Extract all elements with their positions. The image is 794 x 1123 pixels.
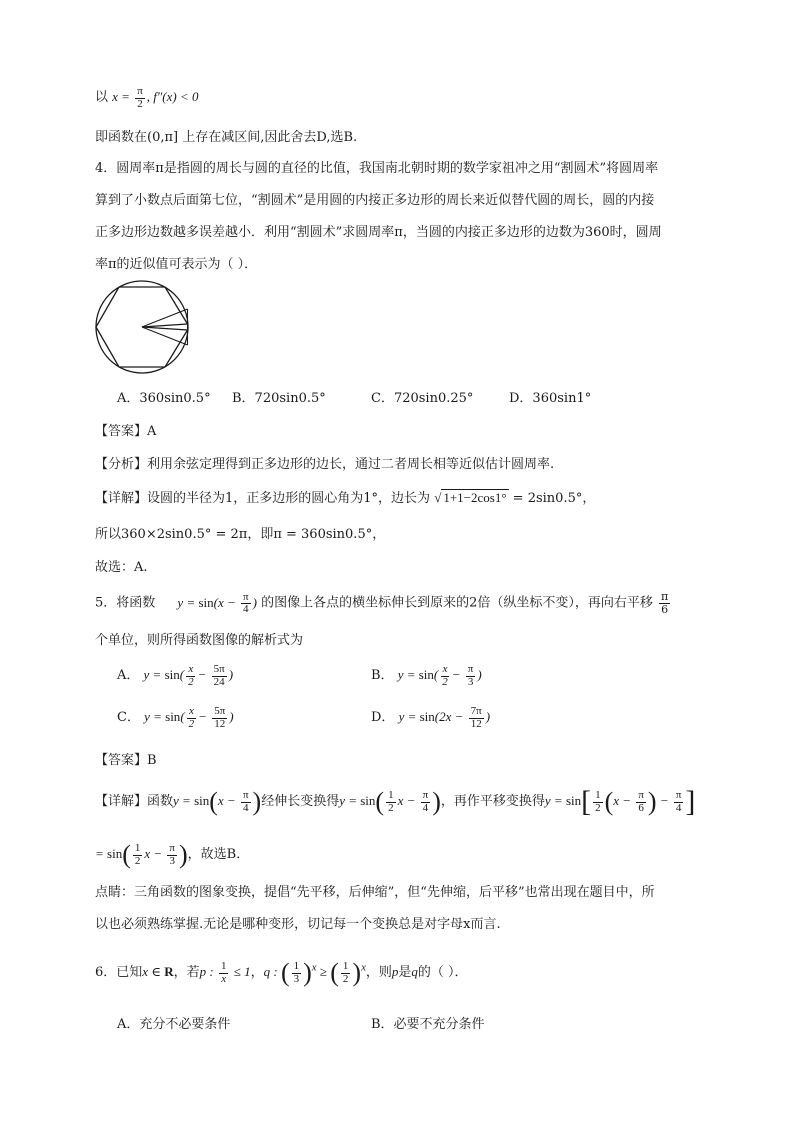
q5-function: y = sin(x − $\frac{\pi}{4}$ ) bbox=[177, 590, 257, 616]
q4-analysis: 【分析】利用余弦定理得到正多边形的边长，通过二者周长相等近似估计圆周率. bbox=[95, 457, 555, 472]
q5-detail-conclusion: ，故选B． bbox=[187, 846, 250, 862]
sqrt-expression: 1+1−2cos1° bbox=[443, 490, 507, 505]
q6-stem: 6．已知x ∈ R，若p : $\frac{1}{x}$ ≤ 1，q : ( $\frac{1}{3}$ )$^x$ ≥ ( $\frac{1}{2}$ )$^x$，则p是q的（ ）． bbox=[95, 958, 468, 987]
pi-over-6: $\frac{\pi}{6}$ bbox=[660, 590, 669, 616]
q5-option-a: A． y = sin( $\frac{x}{2}$ − $\frac{5\pi}{24}$ ) bbox=[117, 663, 234, 688]
q6-option-a: A．充分不必要条件 bbox=[117, 1017, 231, 1032]
q4-option-c: C．720sin0.25° bbox=[371, 391, 474, 406]
q4-option-d: D．360sin1° bbox=[509, 391, 592, 406]
q6-start: 6．已知 bbox=[95, 964, 143, 980]
prev-answer-line-1 bbox=[95, 86, 199, 110]
option-d-label: D． bbox=[371, 710, 395, 726]
q4-stem-line-1: 4．圆周率π是指圆的周长与圆的直径的比值，我国南北朝时期的数学家祖冲之用“割圆术”将圆周率 bbox=[95, 161, 659, 176]
q4-answer: 【答案】A bbox=[95, 424, 157, 439]
q4-option-b: B．720sin0.5° bbox=[232, 391, 326, 406]
q5-detail-mid1: 经伸长变换得 bbox=[261, 793, 340, 809]
q5-answer: 【答案】B bbox=[95, 753, 157, 768]
q6-text-if: ，若 bbox=[173, 964, 200, 980]
q4-detail-text: 【详解】设圆的半径为1，正多边形的圆心角为1°，边长为 bbox=[95, 491, 431, 506]
q4-stem-line-4: 率π的近似值可表示为（ ）． bbox=[95, 257, 258, 272]
q6-option-b: B．必要不充分条件 bbox=[371, 1017, 485, 1032]
q5-stem-mid: 的图像上各点的横坐标伸长到原来的2倍（纵坐标不变），再向右平移 bbox=[261, 595, 653, 611]
q4-stem-line-3: 正多边形边数越多误差越小．利用“割圆术”求圆周率π，当圆的内接正多边形的边数为360时，圆周 bbox=[95, 225, 662, 240]
q5-detail-line-2: = sin( $\frac{1}{2}$ x − $\frac{\pi}{3}$ )，故选B． bbox=[95, 840, 250, 869]
option-c-label: C． bbox=[117, 710, 140, 726]
inscribed-polygon-figure bbox=[94, 279, 194, 379]
q5-stem-line-2: 个单位，则所得函数图像的解析式为 bbox=[95, 633, 304, 648]
prev-answer-line-2: 即函数在(0,π] 上存在减区间,因此舍去D,选B. bbox=[95, 130, 358, 145]
q6-text-is: 是 bbox=[398, 964, 412, 980]
q4-detail-line-2: 所以360×2sin0.5° = 2π，即π = 360sin0.5°， bbox=[95, 527, 386, 542]
q4-detail-result: = 2sin0.5°， bbox=[512, 491, 596, 506]
q5-note-line-1: 点睛：三角函数的图象变换，提倡“先平移，后伸缩”，但“先伸缩，后平移”也常出现在题目中，所 bbox=[95, 885, 655, 900]
q5-option-d: D． y = sin(2x − $\frac{7\pi}{12}$ ) bbox=[371, 705, 491, 730]
q4-detail-line-3: 故选：A. bbox=[95, 560, 148, 575]
option-a-label: A． bbox=[117, 668, 140, 684]
q4-option-a: A．360sin0.5° bbox=[117, 391, 211, 406]
q5-option-c: C． y = sin( $\frac{x}{2}$ − $\frac{5\pi}{12}$ ) bbox=[117, 705, 234, 730]
q5-detail-start: 【详解】函数 bbox=[95, 793, 174, 809]
q6-text-then: ，则 bbox=[365, 964, 392, 980]
prefix-text: 以 bbox=[95, 90, 109, 106]
q4-stem-line-2: 算到了小数点后面第七位，“割圆术”是用圆的内接正多边形的周长来近似替代圆的周长，圆的内接 bbox=[95, 193, 655, 208]
q4-detail-line-1: 【详解】设圆的半径为1，正多边形的圆心角为1°，边长为 √ 1+1−2cos1° = 2sin0.5°， bbox=[95, 490, 596, 506]
q5-option-b: B． y = sin( $\frac{x}{2}$ − $\frac{\pi}{3}$ ) bbox=[371, 663, 482, 688]
q5-stem-start: 5．将函数 bbox=[95, 595, 156, 611]
q5-note-line-2: 以也必须熟练掌握.无论是哪种变形，切记每一个变换总是对字母x而言. bbox=[95, 917, 501, 932]
x-eq-pi-over-2: x = $\frac{\pi}{2}$ , f″(x) < 0 bbox=[112, 85, 199, 110]
q6-text-end: 的（ ）． bbox=[417, 964, 468, 980]
option-b-label: B． bbox=[371, 668, 394, 684]
q5-detail-mid2: ，再作平移变换得 bbox=[440, 793, 545, 809]
q5-detail-line-1: 【详解】函数y = sin(x − $\frac{\pi}{4}$ )经伸长变换得y = sin( $\frac{1}{2}$ x − $\frac{\pi}{4}$ )，再作平移变换得y = sin[ $\frac{1}{2}$ (x − $\frac{\pi}{6}$ ) − $\frac{\pi}{4}$ ] bbox=[95, 785, 696, 818]
q5-stem-line-1 bbox=[95, 591, 672, 616]
